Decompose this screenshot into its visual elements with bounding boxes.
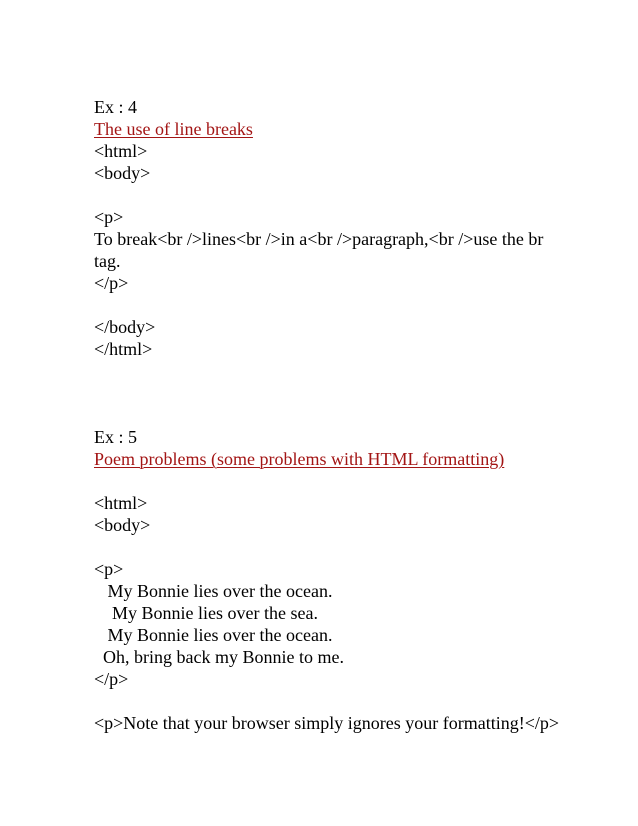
section-gap — [94, 360, 564, 426]
poem-line: My Bonnie lies over the ocean. — [94, 581, 333, 601]
ex5-title: Poem problems (some problems with HTML formatting) — [94, 449, 505, 469]
poem-line: My Bonnie lies over the ocean. — [94, 625, 333, 645]
code-line: <html> — [94, 493, 148, 513]
code-line: </p> — [94, 273, 129, 293]
poem-line: My Bonnie lies over the sea. — [94, 603, 318, 623]
document-page — [94, 96, 564, 734]
blank-line — [94, 294, 564, 316]
ex5-label: Ex : 5 — [94, 427, 137, 447]
blank-line — [94, 536, 564, 558]
code-line: </body> — [94, 317, 156, 337]
blank-line — [94, 690, 564, 712]
blank-line — [94, 470, 564, 492]
blank-line — [94, 184, 564, 206]
poem-line: Oh, bring back my Bonnie to me. — [94, 647, 344, 667]
code-note: <p>Note that your browser simply ignores your formatting!</p> — [94, 713, 560, 733]
code-line: <body> — [94, 163, 151, 183]
ex4-label: Ex : 4 — [94, 97, 137, 117]
code-paragraph: To break<br />lines<br />in a<br />paragraph,<br />use the br tag. — [94, 229, 544, 271]
ex4-title: The use of line breaks — [94, 119, 253, 139]
code-line: <p> — [94, 559, 124, 579]
code-line: <html> — [94, 141, 148, 161]
code-line: <p> — [94, 207, 124, 227]
code-line: </p> — [94, 669, 129, 689]
code-line: </html> — [94, 339, 153, 359]
code-line: <body> — [94, 515, 151, 535]
